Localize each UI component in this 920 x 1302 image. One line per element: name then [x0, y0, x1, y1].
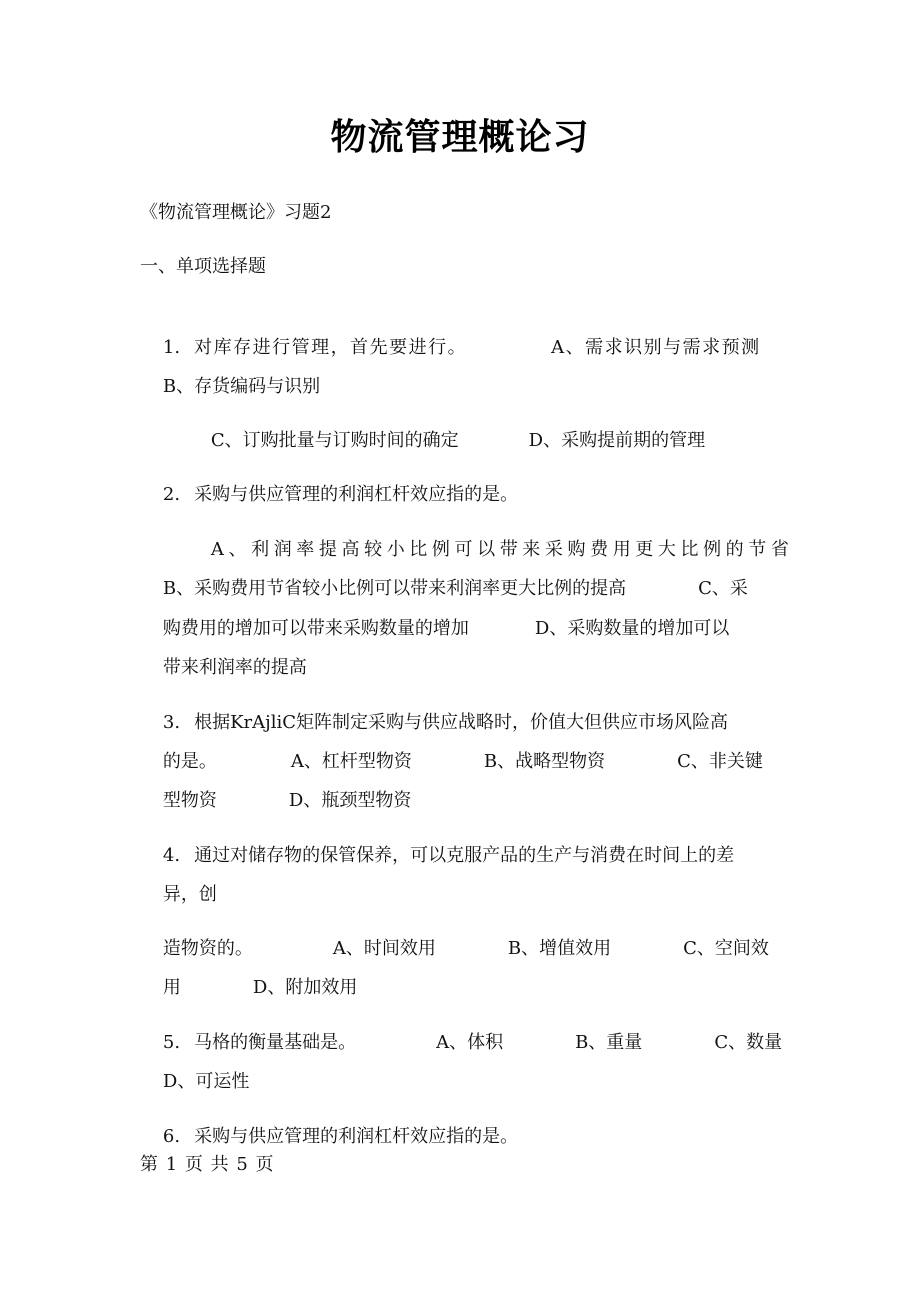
question-3-number: 3.: [162, 712, 181, 733]
page-footer: 第 1 页 共 5 页: [140, 1154, 274, 1175]
question-2-option-b: B、采购费用节省较小比例可以带来利润率更大比例的提高: [162, 578, 627, 599]
question-4-option-a: A、时间效用: [332, 938, 436, 959]
question-4-stem-cont-2: 造物资的。: [162, 938, 253, 959]
question-4-option-d: D、附加效用: [252, 977, 358, 998]
question-5-number: 5.: [162, 1032, 181, 1053]
question-4-option-c-part1: C、空间效: [683, 938, 769, 959]
question-4-number: 4.: [162, 845, 181, 866]
document-title: 物流管理概论习: [330, 116, 590, 158]
question-1-option-a: A、需求识别与需求预测: [551, 337, 761, 358]
question-2-option-a: A、利润率提高较小比例可以带来采购费用更大比例的节省: [210, 539, 794, 560]
section-heading: 一、单项选择题: [140, 256, 266, 277]
question-6-number: 6.: [162, 1126, 181, 1147]
question-2-option-c-part2: 购费用的增加可以带来采购数量的增加: [162, 618, 469, 639]
question-2-stem: 采购与供应管理的利润杠杆效应指的是。: [194, 484, 519, 505]
question-4-stem: 通过对储存物的保管保养，可以克服产品的生产与消费在时间上的差: [194, 845, 735, 866]
question-5-option-d: D、可运性: [162, 1071, 250, 1092]
question-3-option-c-part1: C、非关键: [677, 751, 763, 772]
question-6-stem: 采购与供应管理的利润杠杆效应指的是。: [194, 1126, 519, 1147]
question-5-option-b: B、重量: [575, 1032, 643, 1053]
question-1-number: 1.: [162, 337, 181, 358]
question-4-option-b: B、增值效用: [507, 938, 612, 959]
question-3-stem-cont: 的是。: [162, 751, 217, 772]
question-3-option-d: D、瓶颈型物资: [288, 790, 412, 811]
question-2-number: 2.: [162, 484, 181, 505]
question-3-option-b: B、战略型物资: [483, 751, 606, 772]
question-3-option-c-part2: 型物资: [162, 790, 217, 811]
question-1-stem: 对库存进行管理，首先要进行。: [194, 337, 468, 358]
question-5-stem: 马格的衡量基础是。: [194, 1032, 357, 1053]
question-1-option-d: D、采购提前期的管理: [528, 430, 706, 451]
document-subtitle: 《物流管理概论》习题2: [140, 202, 332, 223]
question-1-option-b: B、存货编码与识别: [162, 376, 321, 397]
question-2-option-c-part1: C、采: [698, 578, 748, 599]
question-4-option-c-part2: 用: [162, 977, 181, 998]
question-3-option-a: A、杠杆型物资: [290, 751, 412, 772]
question-4-stem-cont-1: 异，创: [162, 884, 217, 905]
question-1-option-c: C、订购批量与订购时间的确定: [210, 430, 459, 451]
question-5-option-c: C、数量: [714, 1032, 783, 1053]
question-5-option-a: A、体积: [436, 1032, 504, 1053]
question-3-stem: 根据KrAjliC矩阵制定采购与供应战略时，价值大但供应市场风险高: [194, 712, 728, 733]
question-2-option-d-part2: 带来利润率的提高: [162, 657, 307, 678]
question-2-option-d-part1: D、采购数量的增加可以: [534, 618, 730, 639]
